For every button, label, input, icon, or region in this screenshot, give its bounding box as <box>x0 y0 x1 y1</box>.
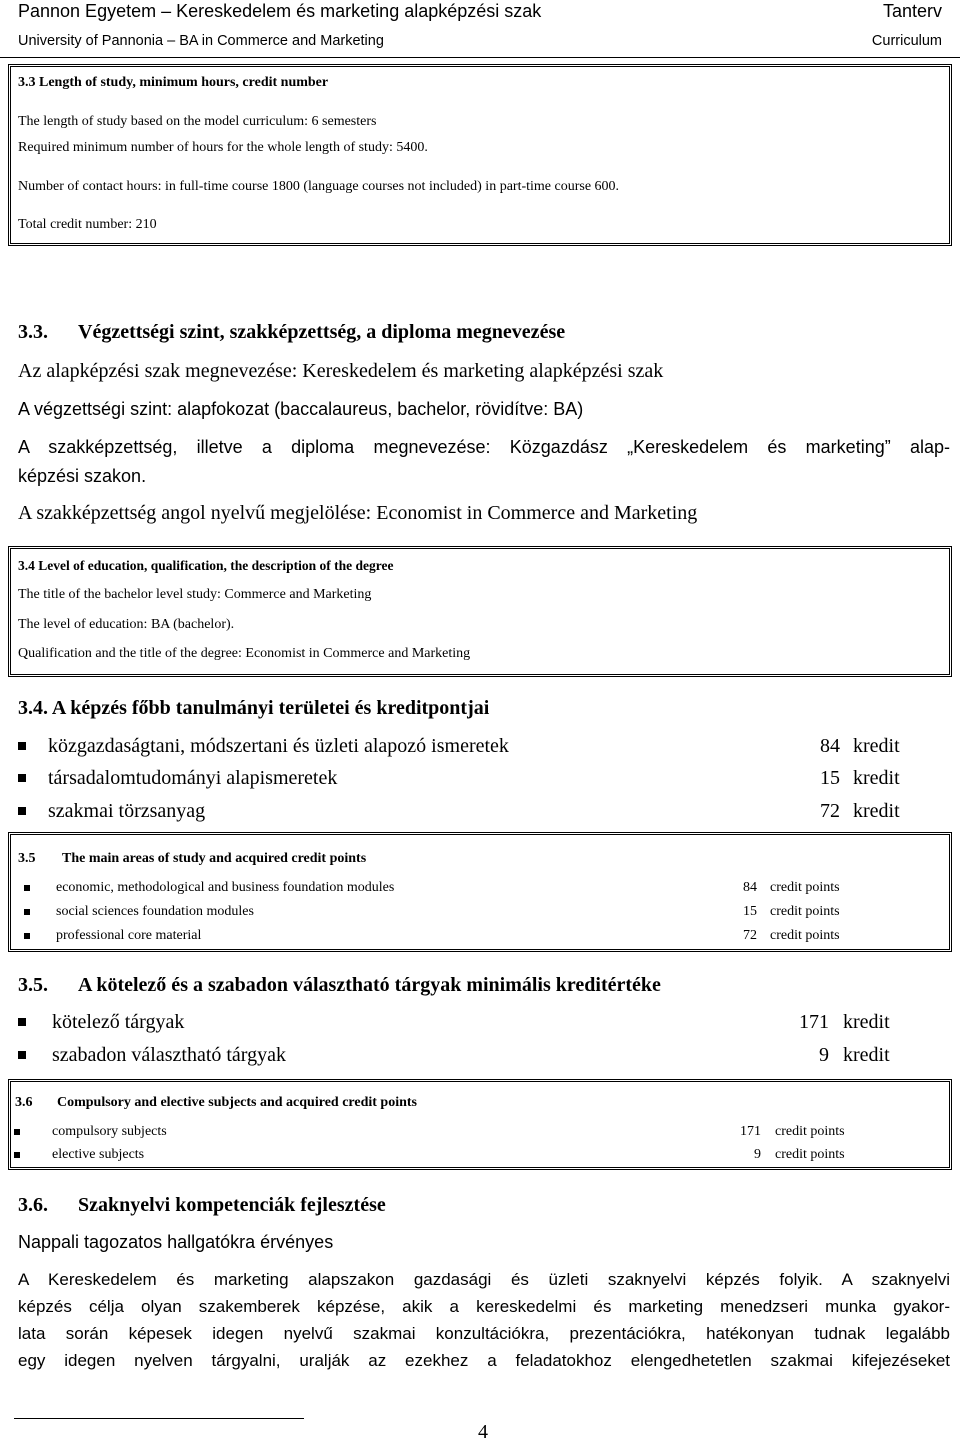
bullet-icon <box>18 1051 26 1059</box>
section-line: Az alapképzési szak megnevezése: Kereskedelem és marketing alapképzési szak <box>18 360 664 382</box>
box-title: Compulsory and elective subjects and acquired credit points <box>57 1095 417 1110</box>
section-line: A szakképzettség, illetve a diploma megnevezése: Közgazdász „Kereskedelem és marketing” alap- <box>18 437 950 457</box>
item-label: economic, methodological and business foundation modules <box>56 880 395 895</box>
item-value: 84 <box>743 880 757 895</box>
paragraph-line: lata során képesek idegen nyelvű szakmai konzultációkra, prezentációkra, hatékonyan tudnak legalább <box>18 1324 950 1343</box>
item-unit: credit points <box>775 1147 845 1162</box>
item-unit: credit points <box>770 904 840 919</box>
item-label: professional core material <box>56 928 202 943</box>
item-label: közgazdaságtani, módszertani és üzleti alapozó ismeretek <box>48 735 509 757</box>
box-heading: 3.4 Level of education, qualification, the description of the degree <box>18 558 394 573</box>
item-value: 15 <box>820 767 840 789</box>
header-doc-type-en: Curriculum <box>871 33 942 49</box>
item-unit: kredit <box>843 1044 890 1066</box>
box-line: The length of study based on the model curriculum: 6 semesters <box>18 114 377 129</box>
item-value: 15 <box>743 904 757 919</box>
box-line: Required minimum number of hours for the whole length of study: 5400. <box>18 140 428 155</box>
header-rule <box>0 57 960 58</box>
item-label: compulsory subjects <box>52 1124 167 1139</box>
section-subtitle: Nappali tagozatos hallgatókra érvényes <box>18 1232 334 1252</box>
bullet-icon <box>18 1018 26 1026</box>
bullet-icon <box>18 774 26 782</box>
item-value: 9 <box>754 1147 761 1162</box>
section-line: képzési szakon. <box>18 466 147 486</box>
item-unit: kredit <box>853 767 900 789</box>
box-number: 3.6 <box>15 1095 33 1110</box>
section-line: A szakképzettség angol nyelvű megjelölése: Economist in Commerce and Marketing <box>18 502 698 524</box>
header-title-hu: Pannon Egyetem – Kereskedelem és marketing alapképzési szak <box>18 1 542 21</box>
bullet-icon <box>24 885 30 891</box>
item-value: 72 <box>820 800 840 822</box>
footer-rule <box>14 1418 304 1419</box>
bullet-icon <box>14 1152 20 1158</box>
paragraph-line: A Kereskedelem és marketing alapszakon gazdasági és üzleti szaknyelvi képzés folyik. A szaknyelvi <box>18 1270 950 1289</box>
item-unit: kredit <box>843 1011 890 1033</box>
item-value: 84 <box>820 735 840 757</box>
header-doc-type-hu: Tanterv <box>882 1 942 21</box>
box-title: The main areas of study and acquired credit points <box>62 851 367 866</box>
item-label: szabadon választható tárgyak <box>52 1044 286 1066</box>
box-line: The level of education: BA (bachelor). <box>18 617 235 632</box>
box-number: 3.5 <box>18 851 36 866</box>
item-label: kötelező tárgyak <box>52 1011 185 1033</box>
bullet-icon <box>18 742 26 750</box>
box-line: Qualification and the title of the degree: Economist in Commerce and Marketing <box>18 646 471 661</box>
item-value: 171 <box>799 1011 829 1033</box>
page-number: 4 <box>478 1421 488 1443</box>
item-value: 9 <box>819 1044 829 1066</box>
item-label: social sciences foundation modules <box>56 904 254 919</box>
section-heading: 3.4. A képzés főbb tanulmányi területei és kreditpontjai <box>18 697 490 719</box>
bullet-icon <box>24 933 30 939</box>
section-number: 3.5. <box>18 974 48 996</box>
section-number: 3.6. <box>18 1194 48 1216</box>
item-value: 171 <box>740 1124 761 1139</box>
bullet-icon <box>24 909 30 915</box>
item-label: társadalomtudományi alapismeretek <box>48 767 338 789</box>
item-unit: kredit <box>853 735 900 757</box>
item-unit: kredit <box>853 800 900 822</box>
box-heading: 3.3 Length of study, minimum hours, credit number <box>18 75 329 90</box>
item-label: szakmai törzsanyag <box>48 800 206 822</box>
item-value: 72 <box>743 928 757 943</box>
section-title: A kötelező és a szabadon választható tárgyak minimális kreditértéke <box>78 974 661 996</box>
box-line: Total credit number: 210 <box>18 217 157 232</box>
header-title-en: University of Pannonia – BA in Commerce and Marketing <box>18 33 384 49</box>
box-line: Number of contact hours: in full-time course 1800 (language courses not included) in part-time course 600. <box>18 179 620 194</box>
item-unit: credit points <box>770 880 840 895</box>
section-line: A végzettségi szint: alapfokozat (baccalaureus, bachelor, rövidítve: BA) <box>18 399 584 419</box>
paragraph-line: képzés célja olyan szakemberek képzése, akik a kereskedelmi és marketing menedzseri munka gyakor- <box>18 1297 950 1316</box>
bullet-icon <box>14 1129 20 1135</box>
section-number: 3.3. <box>18 321 48 343</box>
item-unit: credit points <box>770 928 840 943</box>
section-title: Szaknyelvi kompetenciák fejlesztése <box>78 1194 386 1216</box>
paragraph-line: egy idegen nyelven tárgyalni, uralják az ezekhez a feladatokhoz elengedhetetlen szakmai kifejezéseket <box>18 1351 950 1370</box>
box-line: The title of the bachelor level study: Commerce and Marketing <box>18 587 372 602</box>
section-title: Végzettségi szint, szakképzettség, a diploma megnevezése <box>78 321 566 343</box>
item-unit: credit points <box>775 1124 845 1139</box>
item-label: elective subjects <box>52 1147 145 1162</box>
bullet-icon <box>18 807 26 815</box>
